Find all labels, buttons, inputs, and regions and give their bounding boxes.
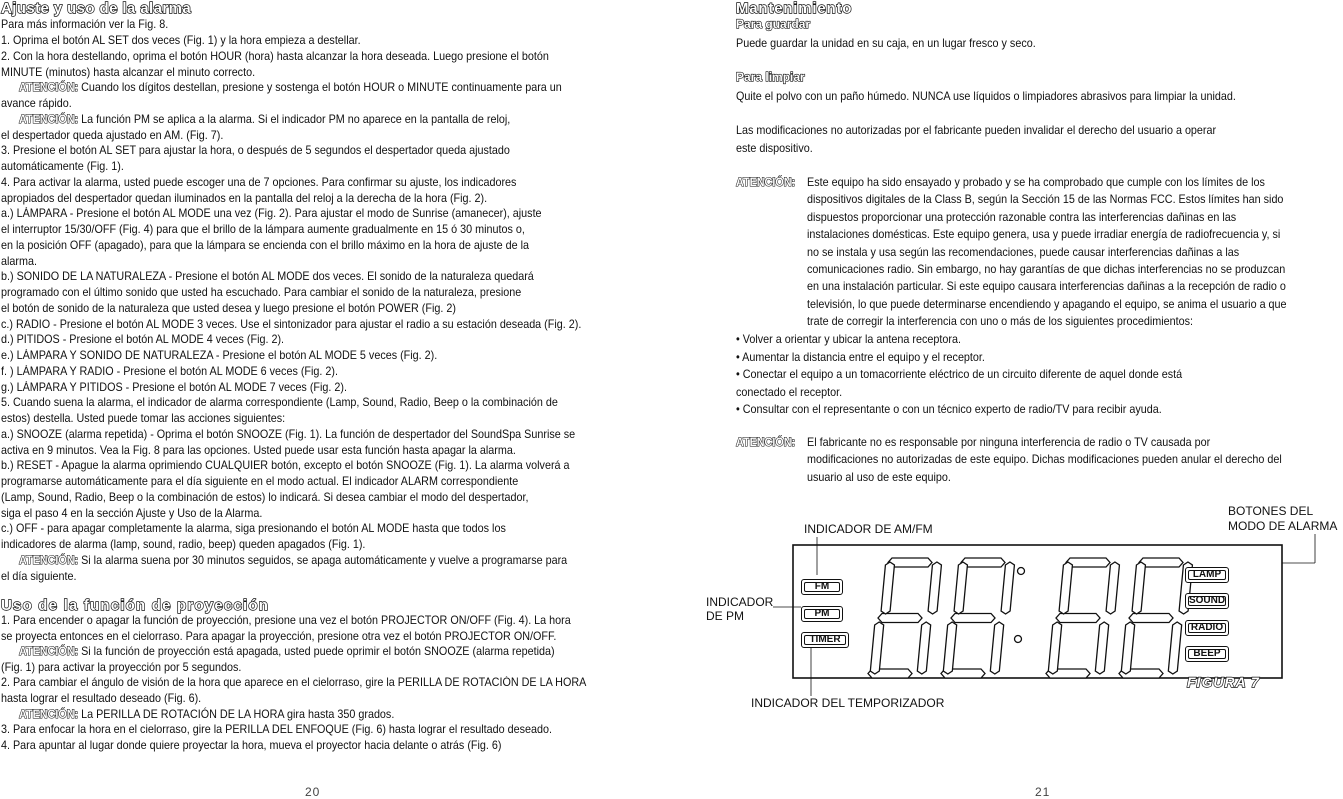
- alarm-step-attention-line: [19, 113, 510, 127]
- alarm-step-line: el despertador queda ajustado en AM. (Fig. 7).: [1, 128, 224, 142]
- alarm-step-line: en la posición OFF (apagado), para que la lámpara se encienda con el brillo máximo en la hora de ajuste de la: [1, 238, 530, 252]
- digit-4-segment-7: [1168, 622, 1181, 674]
- modification-line-2: este dispositivo.: [736, 142, 813, 155]
- liability-line: El fabricante no es responsable por ninguna interferencia de radio o TV causada por: [807, 436, 1211, 449]
- procedure-bullet-line: • Conectar el equipo a un tomacorriente eléctrico de un circuito diferente de aquel donde está: [736, 368, 1183, 382]
- alarm-step-line: b.) SONIDO DE LA NATURALEZA - Presione el botón AL MODE dos veces. El sonido de la naturaleza quedará: [1, 270, 534, 284]
- digit-2-segment-2: [951, 614, 995, 623]
- projection-section-title: Uso de la función de proyección: [1, 597, 270, 614]
- procedure-bullet-line: • Volver a orientar y ubicar la antena receptora.: [736, 333, 961, 346]
- procedure-bullet-line: • Aumentar la distancia entre el equipo y el receptor.: [736, 350, 985, 364]
- alarm-step-line: a.) LÁMPARA - Presione el botón AL MODE una vez (Fig. 2). Para ajustar el modo de Sunrise (amanecer), ajuste: [1, 207, 542, 221]
- digit-3-segment-2: [1056, 614, 1100, 623]
- alarm-step-attention-line: [19, 81, 562, 95]
- projection-step-attention-line: [19, 645, 555, 659]
- alarm-step-line: b.) RESET - Apague la alarma oprimiendo CUALQUIER botón, excepto el botón SNOOZE (Fig. 1). La alarma volverá a: [1, 459, 570, 473]
- digit-1-segment-2: [878, 614, 922, 623]
- alarm-step-line: el interruptor 15/30/OFF (Fig. 4) para que el brillo de la lámpara aumente gradualmente en 15 ó 30 minutos o,: [1, 223, 525, 236]
- digit-2-segment-4: [954, 562, 967, 614]
- alarm-step-line: 2. Con la hora destellando, oprima el botón HOUR (hora) hasta alcanzar la hora deseada. Luego presione el botón: [1, 49, 549, 63]
- attention-text: Cuando los dígitos destellan, presione y sostenga el botón HOUR o MINUTE continuamente para un: [78, 81, 562, 95]
- page-number-left: 20: [305, 785, 321, 799]
- fcc-attention-label: ATENCIÓN:: [736, 176, 796, 189]
- alarm-step-line: apropiados del despertador quedan iluminados en la pantalla del reloj a la derecha de la hora (Fig. 2).: [1, 191, 488, 205]
- projection-step-line: se proyecta entonces en el cielorraso. Para apagar la proyección, presione otra vez el botón PROJECTOR ON/OFF.: [1, 629, 557, 643]
- alarm-step-line: MINUTE (minutos) hasta alcanzar el minuto correcto.: [1, 65, 256, 79]
- alarm-step-line: el día siguiente.: [1, 569, 77, 583]
- alarm-section-title: Ajuste y uso de la alarma: [1, 0, 192, 17]
- alarm-step-line: el botón de sonido de la naturaleza que usted desea y luego presione el botón POWER (Fig. 2): [1, 301, 456, 315]
- clean-heading: Para limpiar: [736, 70, 805, 84]
- alarm-step-line: 1. Oprima el botón AL SET dos veces (Fig. 1) y la hora empieza a destellar.: [1, 34, 361, 47]
- maintenance-title: Mantenimiento: [736, 0, 853, 17]
- timer-indicator: TIMER: [801, 632, 849, 648]
- alarm-step-line: programarse automáticamente para el día siguiente en el modo actual. El indicador ALARM correspondiente: [1, 475, 519, 488]
- digit-3-segment-5: [1106, 562, 1119, 614]
- pm-indicator-label-line-1: INDICADOR: [706, 595, 774, 609]
- projection-step-line: 4. Para apuntar al lugar donde quiere proyectar la hora, mueva el proyector hacia delante o atrás (Fig. 6): [1, 738, 502, 752]
- colon-dot-upper-icon: [1018, 568, 1025, 575]
- fcc-line: televisión, lo que puede determinarse encendiendo y apagando el equipo, se anima el usuario a que: [807, 297, 1287, 311]
- liability-line: modificaciones no autorizadas de este equipo. Dichas modificaciones pueden anular el derecho del: [807, 453, 1282, 467]
- beep-mode-button[interactable]: BEEP: [1185, 646, 1229, 662]
- attention-label: ATENCIÓN:: [19, 645, 79, 659]
- attention-label: ATENCIÓN:: [19, 707, 79, 721]
- modification-line-1: Las modificaciones no autorizadas por el fabricante pueden invalidar el derecho del usuario a operar: [736, 124, 1217, 137]
- digit-3-segment-4: [1059, 562, 1072, 614]
- alarm-step-line: automáticamente (Fig. 1).: [1, 160, 124, 173]
- fcc-line: comunicaciones radio. Sin embargo, no hay garantías de que dichas interferencias no se produzcan: [807, 263, 1286, 276]
- timer-indicator-label: INDICADOR DEL TEMPORIZADOR: [751, 696, 945, 710]
- projection-step-line: 1. Para encender o apagar la función de proyección, presione una vez el botón PROJECTOR ON/OFF (Fig. 4). La hora: [1, 614, 571, 627]
- alarm-step-line: programado con el último sonido que usted ha escuchado. Para cambiar el sonido de la naturaleza, presione: [1, 286, 522, 299]
- digit-4-segment-4: [1132, 562, 1145, 614]
- projection-step-attention-line: [19, 708, 394, 722]
- fcc-line: no se instala y usa según las recomendaciones, puede causar interferencias dañinas a las: [807, 245, 1240, 259]
- liability-line: usuario al uso de este equipo.: [807, 470, 951, 484]
- alarm-step-line: g.) LÁMPARA Y PITIDOS - Presione el botón AL MODE 7 veces (Fig. 2).: [1, 380, 347, 394]
- alarm-step-line: (Lamp, Sound, Radio, Beep o la combinación de estos) lo indicará. Si desea cambiar el modo del despertador,: [1, 490, 529, 504]
- alarm-step-line: siga el paso 4 en la sección Ajuste y Uso de la Alarma.: [1, 506, 263, 520]
- digit-2-segment-7: [990, 622, 1003, 674]
- radio-mode-button[interactable]: RADIO: [1185, 620, 1229, 636]
- pm-indicator: PM: [801, 606, 843, 622]
- fcc-line: en una instalación particular. Si este equipo causara interferencias dañinas a la recepción de radio o: [807, 280, 1286, 294]
- attention-text: La PERILLA DE ROTACIÓN DE LA HORA gira hasta 350 grados.: [78, 707, 395, 721]
- attention-label: ATENCIÓN:: [19, 112, 79, 126]
- projection-step-line: 2. Para cambiar el ángulo de visión de la hora que aparece en el cielorraso, gire la PERILLA DE ROTACIÓN DE LA HORA: [1, 676, 587, 690]
- liability-attention-label: ATENCIÓN:: [736, 436, 796, 449]
- pm-indicator-label-line-2: DE PM: [706, 609, 745, 623]
- right-page: [706, 0, 1343, 799]
- left-page: [0, 0, 660, 798]
- alarm-buttons-label-line-1: BOTONES DEL: [1228, 504, 1314, 518]
- attention-text: La función PM se aplica a la alarma. Si el indicador PM no aparece en la pantalla de reloj,: [78, 112, 511, 126]
- procedure-bullet-line: • Consultar con el representante o con un técnico experto de radio/TV para recibir ayuda.: [736, 403, 1162, 417]
- alarm-step-line: indicadores de alarma (lamp, sound, radio, beep) queden apagados (Fig. 1).: [1, 538, 366, 551]
- attention-text: Si la función de proyección está apagada, usted puede oprimir el botón SNOOZE (alarma repetida): [78, 645, 555, 659]
- attention-label: ATENCIÓN:: [19, 81, 79, 95]
- digit-1-segment-7: [917, 622, 930, 674]
- alarm-step-line: 3. Presione el botón AL SET para ajustar la hora, o después de 5 segundos el despertador queda ajustado: [1, 144, 510, 158]
- alarm-step-line: a.) SNOOZE (alarma repetida) - Oprima el botón SNOOZE (Fig. 1). La función de despertador del SoundSpa Sunrise se: [1, 427, 576, 441]
- am-fm-indicator-label: INDICADOR DE AM/FM: [804, 522, 933, 536]
- alarm-step-line: c.) OFF - para apagar completamente la alarma, siga presionando el botón AL MODE hasta que todos los: [1, 522, 506, 536]
- projection-step-line: (Fig. 1) para activar la proyección por 5 segundos.: [1, 660, 242, 674]
- digit-1-segment-6: [870, 622, 883, 674]
- sound-mode-button[interactable]: SOUND: [1185, 593, 1229, 609]
- digit-1-segment-5: [928, 562, 941, 614]
- fcc-line: dispositivos digitales de la Class B, según la Sección 15 de las Normas FCC. Estos límites han sido: [807, 193, 1284, 207]
- store-text: Puede guardar la unidad en su caja, en un lugar fresco y seco.: [736, 37, 1036, 50]
- attention-label: ATENCIÓN:: [19, 553, 79, 567]
- alarm-step-line: e.) LÁMPARA Y SONIDO DE NATURALEZA - Presione el botón AL MODE 5 veces (Fig. 2).: [1, 349, 438, 362]
- page-number-right: 21: [1035, 785, 1051, 799]
- digit-1-segment-4: [881, 562, 894, 614]
- clock-digits: [868, 558, 1192, 678]
- figure-caption: FIGURA 7: [1187, 674, 1260, 690]
- fcc-line: dispuestos proporcionar una protección razonable contra las interferencias dañinas en las: [807, 210, 1237, 224]
- alarm-step-line: 4. Para activar la alarma, usted puede escoger una de 7 opciones. Para confirmar su ajuste, los indicadores: [1, 175, 517, 189]
- store-heading: Para guardar: [736, 17, 811, 31]
- projection-step-line: hasta lograr el resultado deseado (Fig. 6).: [1, 692, 202, 705]
- fcc-line: Este equipo ha sido ensayado y probado y se ha comprobado que cumple con los límites de los: [807, 176, 1265, 189]
- alarm-step-line: f. ) LÁMPARA Y RADIO - Presione el botón AL MODE 6 veces (Fig. 2).: [1, 364, 338, 378]
- alarm-step-line: 5. Cuando suena la alarma, el indicador de alarma correspondiente (Lamp, Sound, Radio, Beep o la combinación de: [1, 396, 558, 410]
- digit-3-segment-6: [1048, 622, 1061, 674]
- digit-2-segment-5: [1001, 562, 1014, 614]
- fcc-line: instalaciones domésticas. Este equipo genera, usa y puede irradiar energía de radiofrecuencia y, si: [807, 228, 1281, 242]
- lamp-mode-button[interactable]: LAMP: [1185, 567, 1229, 583]
- digit-4-segment-2: [1129, 614, 1173, 623]
- fm-indicator: FM: [801, 579, 843, 595]
- procedure-bullet-line: conectado el receptor.: [736, 385, 843, 399]
- digit-2-segment-6: [943, 622, 956, 674]
- alarm-step-line: avance rápido.: [1, 97, 72, 110]
- colon-dot-lower-icon: [1015, 636, 1022, 643]
- alarm-intro: Para más información ver la Fig. 8.: [1, 18, 169, 31]
- alarm-buttons-label-line-2: MODO DE ALARMA: [1228, 519, 1338, 533]
- alarm-step-attention-line: [19, 554, 567, 568]
- lcd-display-figure: [706, 470, 1343, 720]
- clean-text: Quite el polvo con un paño húmedo. NUNCA use líquidos o limpiadores abrasivos para limpiar la unidad.: [736, 90, 1236, 103]
- digit-4-segment-6: [1121, 622, 1134, 674]
- digit-3-segment-7: [1095, 622, 1108, 674]
- attention-text: Si la alarma suena por 30 minutos seguidos, se apaga automáticamente y vuelve a programarse para: [78, 553, 568, 567]
- projection-step-line: 3. Para enfocar la hora en el cielorraso, gire la PERILLA DEL ENFOQUE (Fig. 6) hasta lograr el resultado deseado.: [1, 723, 552, 737]
- alarm-step-line: c.) RADIO - Presione el botón AL MODE 3 veces. Use el sintonizador para ajustar el radio a su estación deseada (Fig. 2).: [1, 317, 582, 331]
- alarm-step-line: activa en 9 minutos. Vea la Fig. 8 para las opciones. Usted puede usar esta función hasta apagar la alarma.: [1, 443, 516, 457]
- fcc-line: trate de corregir la interferencia con uno o más de los siguientes procedimientos:: [807, 315, 1193, 329]
- alarm-step-line: alarma.: [1, 254, 37, 268]
- alarm-step-line: d.) PITIDOS - Presione el botón AL MODE 4 veces (Fig. 2).: [1, 333, 285, 347]
- alarm-step-line: estos) destella. Usted puede tomar las acciones siguientes:: [1, 412, 286, 425]
